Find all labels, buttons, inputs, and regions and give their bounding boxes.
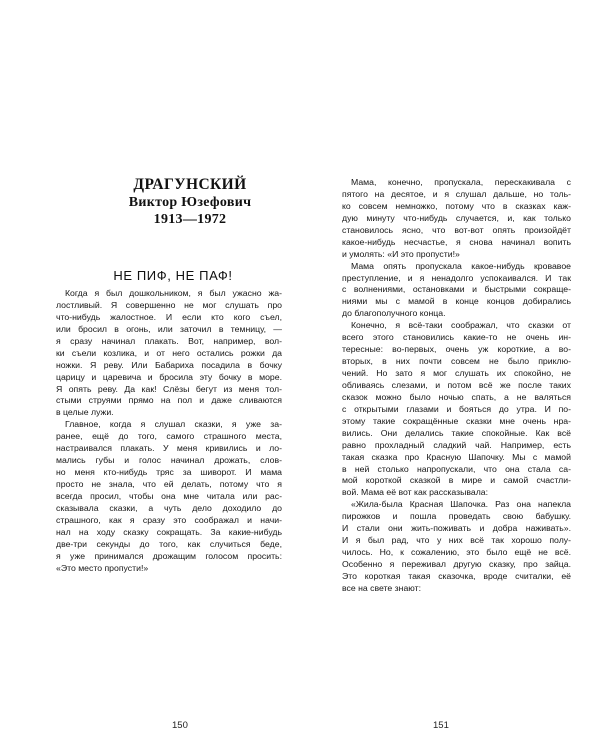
text-line: равно прохладный сладкий чай. Например, есть (342, 439, 571, 450)
text-line: мой короткой сказкой в мире и самой счастли- (342, 475, 571, 486)
text-line: все на свете знают: (342, 582, 422, 593)
text-line: Когда я был дошкольником, я был ужасно жа- (65, 288, 282, 298)
text-line: дую минуту что-нибудь случается, и, как только (342, 212, 571, 223)
text-line: пирожков и пошла проведать свою бабушку. (342, 511, 571, 522)
text-line: Мама, конечно, пропускала, перескакивала с (351, 177, 571, 187)
text-line: настраивался плакать. У меня кривились и ло- (56, 443, 282, 454)
text-line: просто не знала, что ей делать, потому что я (56, 479, 282, 489)
text-line: две-три секунды до того, как случиться беде, (56, 538, 282, 549)
text-line: чилось. Но, к сожалению, это было ещё не всё. (342, 547, 571, 558)
text-line: Это короткая такая сказочка, вроде считалки, её (342, 570, 571, 581)
text-line: вились. Они делались такие спокойные. Как всё (342, 427, 571, 438)
text-line: ниями мы с мамой в конце концов добирались (342, 296, 571, 307)
text-line: с волнениями, остановками и быстрыми сокраще- (342, 284, 571, 295)
author-surname: ДРАГУНСКИЙ (133, 176, 247, 193)
text-line: «Жила-была Красная Шапочка. Раз она напекла (351, 499, 571, 510)
text-line: какое-нибудь несчастье, я снова начинал вопить (342, 236, 571, 247)
text-line: и умолять: «И это пропусти!» (342, 248, 460, 259)
text-line: всегда просил, чтобы она мне читала или рас- (56, 490, 282, 501)
text-line: страшного, как я сразу это соображал и начи- (56, 514, 282, 525)
text-line: Я опять реву. Да как! Слёзы бегут из меня тол- (56, 383, 282, 394)
text-line: сказывала сказки, а чуть дело доходило до (56, 502, 282, 513)
page-number-right: 151 (433, 720, 449, 731)
text-line: вой. Мама её вот как рассказывала: (342, 487, 489, 498)
text-line: обливаясь слезами, и потом всё же после таких (342, 379, 571, 390)
text-line: лостливый. Я совершенно не мог слушать про (56, 299, 282, 310)
right-page-text (342, 177, 571, 595)
text-line: сказок можно было ночью спать, а не валяться (342, 391, 571, 402)
text-line: всего этого становились какие-то не очень ин- (342, 332, 571, 343)
right-page (300, 0, 600, 750)
text-line: ранее, ещё до того, самого страшного места, (56, 431, 282, 442)
text-line: пятого на десятое, и я слушал дальше, но толь- (342, 188, 571, 199)
text-line: чений. Но зато я мог слушать их спокойно, не (342, 368, 571, 378)
text-line: ки съели козлика, и от него остались рожки да (56, 347, 282, 358)
text-line: царицу и царевича и бросила эту бочку в море. (56, 371, 282, 382)
text-line: что-нибудь жалостное. И если кто кого съел, (56, 311, 282, 322)
text-line: мались губы и голос начинал дрожать, слов- (56, 455, 282, 466)
text-line: такая сказка про Красную Шапочку. Мы с мамой (342, 451, 571, 462)
text-line: в ней столько напропускали, что она стала са- (342, 463, 571, 474)
text-line: или бросил в огонь, или заточил в темницу, — (56, 323, 282, 334)
text-line: в целые лужи. (56, 407, 114, 418)
text-line: нал на ходу сказку сокращать. За какие-нибудь (56, 526, 282, 537)
author-heading (95, 176, 285, 228)
text-line: Главное, когда я слушал сказки, я уже за- (65, 419, 282, 430)
page-number-left: 150 (172, 720, 188, 731)
text-line: вторых, в них почти совсем не было приклю- (342, 356, 571, 367)
text-line: ножки. Я реву. Или Бабариха посадила в бочку (56, 359, 282, 370)
text-line: я сразу начинал плакать. Вот, например, вол- (56, 335, 282, 346)
author-years: 1913—1972 (153, 212, 227, 227)
text-line: стыми струями прямо на пол и даже сливаются (56, 395, 282, 406)
text-line: становилось ясно, что вот-вот опять произойдёт (342, 224, 571, 235)
left-page-text (56, 288, 282, 575)
story-title: НЕ ПИФ, НЕ ПАФ! (113, 268, 233, 283)
author-given-name: Виктор Юзефович (128, 195, 252, 210)
text-line: преступление, и я ненадолго успокаивался. И так (342, 272, 571, 283)
text-line: я уже принимался дрожащим голосом просить: (56, 550, 282, 561)
text-line: Мама опять пропускала какое-нибудь кровавое (351, 260, 571, 271)
text-line: тересные: во-первых, очень уж короткие, а во- (342, 344, 571, 355)
text-line: но меня кто-нибудь тряс за шиворот. И мама (56, 467, 282, 478)
text-line: Конечно, я всё-таки соображал, что сказки от (351, 320, 571, 331)
text-line: И я был рад, что у них всё так хорошо полу- (342, 535, 571, 546)
text-line: этому такие сокращённые сказки мне очень нра- (342, 415, 571, 426)
text-line: «Это место пропусти!» (56, 562, 149, 573)
text-line: Особенно я переживал другую сказку, про зайца. (342, 559, 571, 569)
text-line: с открытыми глазами и бояться до утра. И по- (342, 403, 571, 414)
text-line: ко совсем немножко, потому что в сказках каж- (342, 200, 571, 211)
text-line: И стали они жить-поживать и добра наживать». (342, 523, 571, 534)
text-line: до благополучного конца. (342, 308, 446, 319)
